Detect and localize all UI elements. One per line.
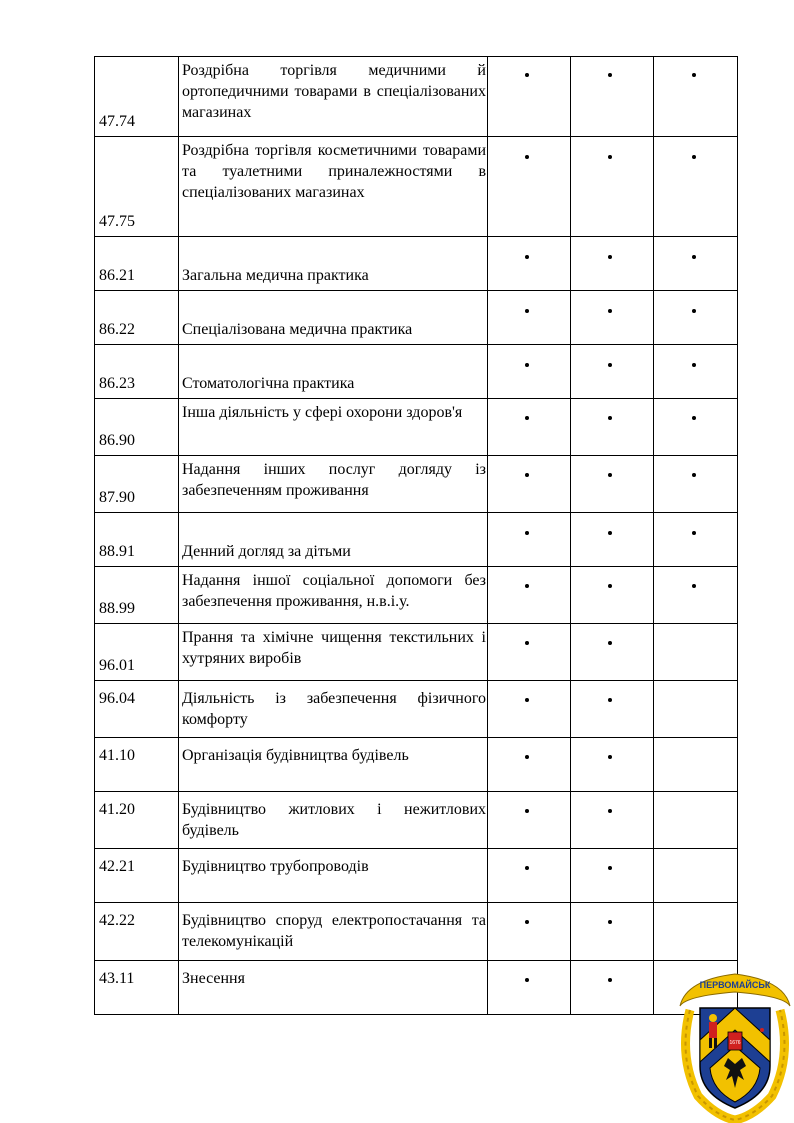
mark-cell-3 (654, 399, 738, 456)
bullet-mark-icon (525, 255, 529, 259)
mark-cell-1 (488, 961, 571, 1015)
mark-cell-1 (488, 681, 571, 738)
activity-description: Прання та хімічне чищення текстильних і хутряних виробів (182, 629, 486, 667)
activity-description: Будівництво споруд електропостачання та телекомунікацій (182, 912, 486, 950)
activity-code-cell (95, 624, 179, 681)
activity-code-cell (95, 513, 179, 567)
mark-cell-2 (571, 961, 654, 1015)
activity-description-cell (179, 513, 488, 567)
table-row (95, 237, 738, 291)
bullet-mark-icon (525, 866, 529, 870)
activity-code: 88.91 (99, 543, 135, 560)
mark-cell-2 (571, 137, 654, 237)
bullet-mark-icon (608, 698, 612, 702)
table-body (95, 57, 738, 1015)
mark-cell-1 (488, 57, 571, 137)
mark-cell-2 (571, 57, 654, 137)
bullet-mark-icon (525, 473, 529, 477)
bullet-mark-icon (525, 978, 529, 982)
mark-cell-1 (488, 399, 571, 456)
mark-cell-1 (488, 624, 571, 681)
activity-description-cell (179, 567, 488, 624)
activity-description: Інша діяльність у сфері охорони здоров'я (182, 404, 463, 421)
table-row (95, 137, 738, 237)
mark-cell-3 (654, 849, 738, 903)
activity-code-cell (95, 567, 179, 624)
activity-description-cell (179, 399, 488, 456)
emblem-year: 1676 (729, 1040, 741, 1046)
activity-code: 96.01 (99, 657, 135, 674)
mark-cell-2 (571, 567, 654, 624)
activity-description-cell (179, 961, 488, 1015)
activity-description-cell (179, 681, 488, 738)
mark-cell-2 (571, 237, 654, 291)
bullet-mark-icon (608, 866, 612, 870)
mark-cell-1 (488, 849, 571, 903)
activity-description-cell (179, 456, 488, 513)
bullet-mark-icon (608, 809, 612, 813)
bullet-mark-icon (608, 755, 612, 759)
mark-cell-1 (488, 456, 571, 513)
table-row (95, 738, 738, 792)
mark-cell-3 (654, 137, 738, 237)
activity-code-cell (95, 738, 179, 792)
bullet-mark-icon (692, 255, 696, 259)
bullet-mark-icon (525, 416, 529, 420)
activity-code-cell (95, 399, 179, 456)
mark-cell-3 (654, 345, 738, 399)
bullet-mark-icon (525, 755, 529, 759)
mark-cell-2 (571, 624, 654, 681)
mark-cell-1 (488, 567, 571, 624)
activity-description: Будівництво трубопроводів (182, 858, 369, 875)
bullet-mark-icon (692, 584, 696, 588)
emblem-banner-text: ПЕРВОМАЙСЬК (699, 980, 771, 990)
activity-code: 96.04 (99, 690, 135, 707)
mark-cell-3 (654, 567, 738, 624)
bullet-mark-icon (608, 309, 612, 313)
bullet-mark-icon (608, 531, 612, 535)
table-row (95, 513, 738, 567)
activity-description: Організація будівництва будівель (182, 747, 409, 764)
activity-description: Надання іншої соціальної допомоги без забезпечення проживання, н.в.і.у. (182, 572, 486, 610)
activity-description-cell (179, 237, 488, 291)
activity-description: Стоматологічна практика (182, 375, 355, 392)
bullet-mark-icon (692, 309, 696, 313)
table-row (95, 456, 738, 513)
bullet-mark-icon (525, 920, 529, 924)
mark-cell-2 (571, 849, 654, 903)
bullet-mark-icon (692, 531, 696, 535)
mark-cell-1 (488, 513, 571, 567)
activity-description-cell (179, 624, 488, 681)
bullet-mark-icon (525, 155, 529, 159)
activity-code: 86.22 (99, 321, 135, 338)
table-row (95, 567, 738, 624)
table-row (95, 624, 738, 681)
mark-cell-2 (571, 456, 654, 513)
activity-code-cell (95, 57, 179, 137)
activity-description: Роздрібна торгівля медичними й ортопедичними товарами в спеціалізованих магазинах (182, 62, 486, 121)
bullet-mark-icon (525, 309, 529, 313)
activity-code-cell (95, 681, 179, 738)
activity-code-cell (95, 903, 179, 961)
bullet-mark-icon (525, 531, 529, 535)
activity-description-cell (179, 738, 488, 792)
mark-cell-2 (571, 345, 654, 399)
activity-description: Денний догляд за дітьми (182, 543, 351, 560)
bullet-mark-icon (608, 255, 612, 259)
bullet-mark-icon (692, 473, 696, 477)
bullet-mark-icon (692, 155, 696, 159)
table-row (95, 345, 738, 399)
bullet-mark-icon (525, 698, 529, 702)
mark-cell-3 (654, 624, 738, 681)
activity-description-cell (179, 792, 488, 849)
mark-cell-1 (488, 792, 571, 849)
activity-description-cell (179, 291, 488, 345)
mark-cell-1 (488, 237, 571, 291)
activity-code: 86.90 (99, 432, 135, 449)
table-row (95, 57, 738, 137)
activity-code-cell (95, 237, 179, 291)
mark-cell-3 (654, 57, 738, 137)
table-row (95, 681, 738, 738)
mark-cell-2 (571, 513, 654, 567)
bullet-mark-icon (525, 809, 529, 813)
table-row (95, 961, 738, 1015)
table-row (95, 291, 738, 345)
activity-code: 87.90 (99, 489, 135, 506)
mark-cell-2 (571, 291, 654, 345)
activity-code-cell (95, 961, 179, 1015)
mark-cell-3 (654, 681, 738, 738)
activity-code: 42.22 (99, 912, 135, 929)
bullet-mark-icon (692, 416, 696, 420)
activity-code: 86.23 (99, 375, 135, 392)
bullet-mark-icon (608, 473, 612, 477)
table-row (95, 792, 738, 849)
bullet-mark-icon (608, 978, 612, 982)
mark-cell-3 (654, 513, 738, 567)
activity-description: Спеціалізована медична практика (182, 321, 413, 338)
bullet-mark-icon (608, 363, 612, 367)
bullet-mark-icon (608, 641, 612, 645)
activity-description-cell (179, 903, 488, 961)
mark-cell-3 (654, 237, 738, 291)
table-row (95, 849, 738, 903)
activity-code: 47.75 (99, 213, 135, 230)
activity-code-cell (95, 291, 179, 345)
table-row (95, 903, 738, 961)
activity-description: Діяльність із забезпечення фізичного комфорту (182, 690, 486, 728)
mark-cell-2 (571, 681, 654, 738)
activity-description: Знесення (182, 970, 245, 987)
activity-code: 43.11 (99, 970, 135, 987)
mark-cell-1 (488, 137, 571, 237)
activity-description: Будівництво житлових і нежитлових будівель (182, 801, 486, 839)
activity-description-cell (179, 137, 488, 237)
activity-code-cell (95, 456, 179, 513)
activity-code-cell (95, 849, 179, 903)
mark-cell-1 (488, 291, 571, 345)
activity-code: 47.74 (99, 113, 135, 130)
mark-cell-3 (654, 456, 738, 513)
activity-code: 42.21 (99, 858, 135, 875)
bullet-mark-icon (608, 73, 612, 77)
mark-cell-2 (571, 399, 654, 456)
activity-code: 88.99 (99, 600, 135, 617)
bullet-mark-icon (608, 416, 612, 420)
activity-description: Надання інших послуг догляду із забезпеченням проживання (182, 461, 486, 499)
mark-cell-2 (571, 792, 654, 849)
mark-cell-3 (654, 903, 738, 961)
mark-cell-1 (488, 903, 571, 961)
mark-cell-2 (571, 903, 654, 961)
activity-code-cell (95, 137, 179, 237)
bullet-mark-icon (525, 584, 529, 588)
table-row (95, 399, 738, 456)
bullet-mark-icon (608, 920, 612, 924)
activity-description-cell (179, 849, 488, 903)
mark-cell-3 (654, 738, 738, 792)
bullet-mark-icon (692, 73, 696, 77)
activity-description-cell (179, 345, 488, 399)
mark-cell-1 (488, 345, 571, 399)
activity-codes-table (94, 56, 738, 1015)
activity-code: 86.21 (99, 267, 135, 284)
activity-code-cell (95, 792, 179, 849)
activity-code: 41.10 (99, 747, 135, 764)
bullet-mark-icon (692, 363, 696, 367)
activity-description: Роздрібна торгівля косметичними товарами та туалетними приналежностями в спеціалізованих магазинах (182, 142, 486, 201)
bullet-mark-icon (608, 155, 612, 159)
activity-code: 41.20 (99, 801, 135, 818)
city-emblem-icon (676, 966, 794, 1123)
mark-cell-2 (571, 738, 654, 792)
mark-cell-3 (654, 291, 738, 345)
mark-cell-1 (488, 738, 571, 792)
bullet-mark-icon (525, 363, 529, 367)
bullet-mark-icon (525, 641, 529, 645)
bullet-mark-icon (525, 73, 529, 77)
activity-code-cell (95, 345, 179, 399)
mark-cell-3 (654, 792, 738, 849)
activity-description: Загальна медична практика (182, 267, 369, 284)
activity-description-cell (179, 57, 488, 137)
bullet-mark-icon (608, 584, 612, 588)
